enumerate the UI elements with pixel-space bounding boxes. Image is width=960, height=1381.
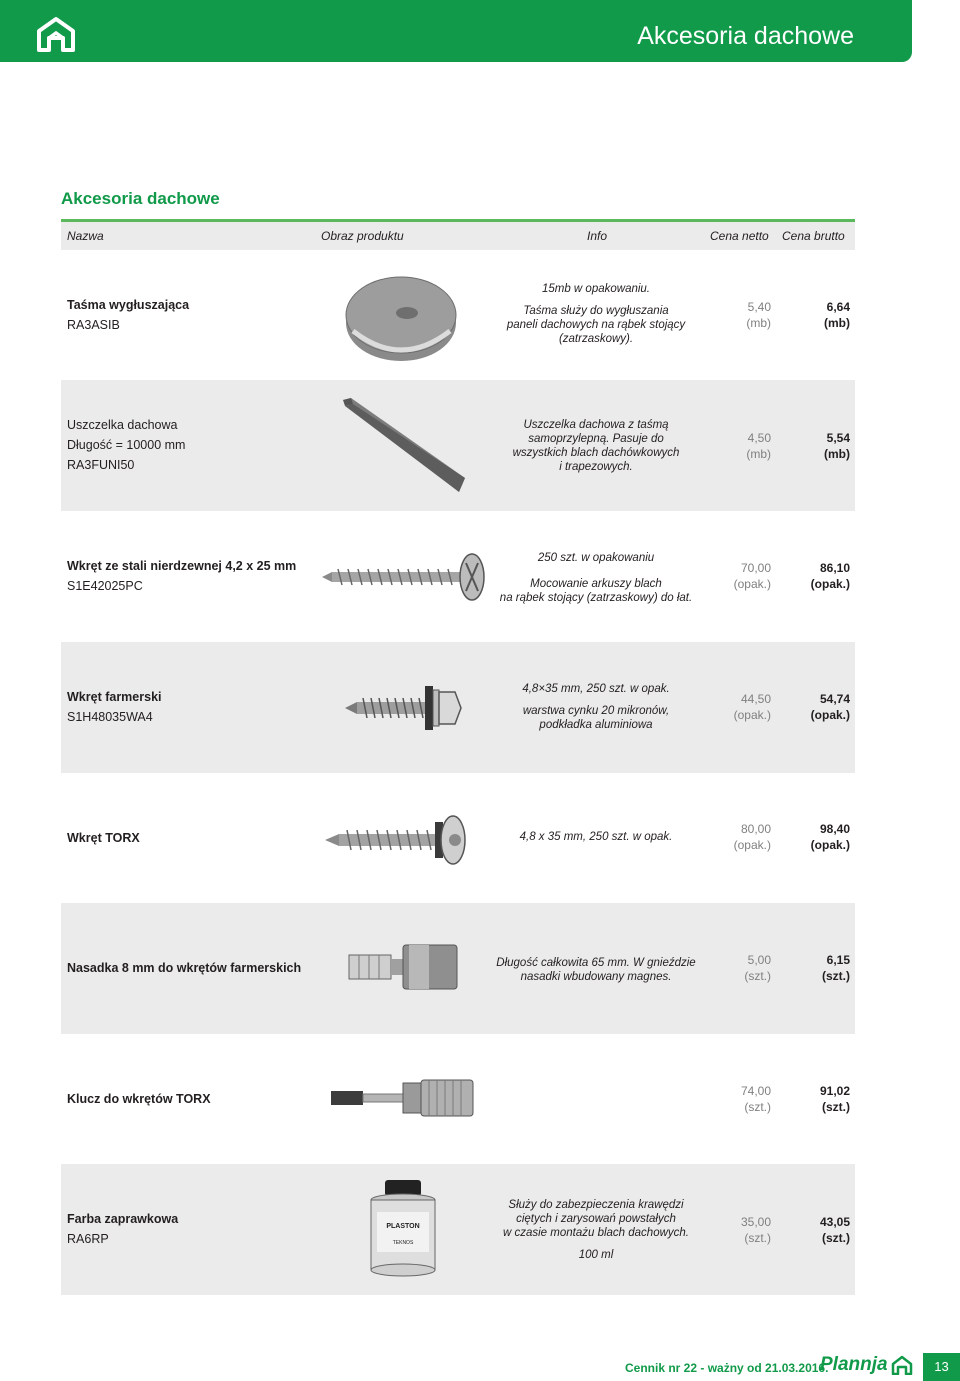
brutto-price: 54,74 (opak.): [810, 692, 850, 722]
product-name: Farba zaprawkowa RA6RP: [67, 1212, 179, 1246]
netto-price: 35,00 (szt.): [740, 1215, 771, 1245]
footer-brand: Plannja: [820, 1354, 888, 1375]
product-name: Taśma wygłuszająca RA3ASIB: [67, 298, 190, 332]
roof-seal-image: [339, 394, 469, 494]
tape-roll-image: [344, 269, 459, 363]
table-row: [61, 380, 855, 511]
brutto-price: 5,54 (mb): [824, 431, 850, 461]
house-logo-icon: [891, 1355, 913, 1375]
brutto-price: 43,05 (szt.): [819, 1215, 850, 1245]
product-name: Uszczelka dachowa Długość = 10000 mm RA3FUNI50: [67, 418, 186, 472]
column-name: Nazwa: [67, 229, 104, 243]
table-header: [61, 222, 855, 250]
column-image: Obraz produktu: [321, 229, 404, 243]
page-number: 13: [923, 1353, 960, 1381]
stainless-screw-image: [318, 549, 493, 605]
product-name: Wkręt ze stali nierdzewnej 4,2 x 25 mm S1E42025PC: [67, 559, 297, 593]
product-name: Wkręt farmerski S1H48035WA4: [67, 690, 162, 724]
product-info: Długość całkowita 65 mm. W gnieździe nasadki wbudowany magnes.: [496, 957, 696, 983]
brutto-price: 6,15 (szt.): [822, 953, 850, 983]
paint-can-image: [369, 1178, 439, 1278]
netto-price: 5,40 (mb): [746, 300, 771, 330]
page-header: [0, 0, 912, 62]
product-info: 15mb w opakowaniu. Taśma służy do wygłuszania paneli dachowych na rąbek stojący (zatrzaskowy).: [506, 283, 686, 345]
table-row: [61, 772, 855, 903]
column-brutto: Cena brutto: [782, 229, 845, 243]
farmer-screw-image: [343, 678, 463, 738]
product-name: Klucz do wkrętów TORX: [67, 1092, 211, 1106]
brutto-price: 86,10 (opak.): [810, 561, 850, 591]
brutto-price: 6,64 (mb): [824, 300, 850, 330]
section-title: Akcesoria dachowe: [61, 189, 220, 208]
product-info: Uszczelka dachowa z taśmą samoprzylepną. Pasuje do wszystkich blach dachówkowych i trapezowych.: [512, 419, 680, 473]
can-brand: TEKNOS: [392, 1240, 414, 1246]
netto-price: 70,00 (opak.): [733, 561, 771, 591]
netto-price: 44,50 (opak.): [733, 692, 771, 722]
table-row: [61, 1033, 855, 1164]
netto-price: 4,50 (mb): [746, 431, 771, 461]
netto-price: 80,00 (opak.): [733, 822, 771, 852]
product-name: Nasadka 8 mm do wkrętów farmerskich: [67, 961, 302, 975]
table-row: [61, 511, 855, 642]
table-row: [61, 250, 855, 381]
torx-screw-image: [319, 800, 484, 880]
brutto-price: 98,40 (opak.): [810, 822, 850, 852]
footer-price-list: Cennik nr 22 - ważny od 21.03.2016.: [625, 1361, 829, 1375]
table-row: [61, 642, 855, 773]
product-info: 250 szt. w opakowaniu Mocowanie arkuszy blach na rąbek stojący (zatrzaskowy) do łat.: [499, 552, 693, 604]
table-row: [61, 1164, 855, 1295]
product-info: 4,8 x 35 mm, 250 szt. w opak.: [519, 831, 673, 843]
column-netto: Cena netto: [710, 229, 769, 243]
product-name: Wkręt TORX: [67, 831, 140, 845]
can-label: PLASTON: [386, 1223, 420, 1230]
header-title: Akcesoria dachowe: [637, 22, 854, 50]
product-info: Służy do zabezpieczenia krawędzi ciętych i zarysowań powstałych w czasie montażu blach dachowych. 100 ml: [502, 1199, 689, 1261]
socket-bit-image: [347, 941, 459, 996]
torx-key-image: [329, 1077, 477, 1121]
netto-price: 5,00 (szt.): [744, 953, 771, 983]
table-row: [61, 903, 855, 1034]
brutto-price: 91,02 (szt.): [819, 1084, 850, 1114]
netto-price: 74,00 (szt.): [740, 1084, 771, 1114]
column-info: Info: [587, 229, 608, 243]
product-info: 4,8×35 mm, 250 szt. w opak. warstwa cynku 20 mikronów, podkładka aluminiowa: [522, 683, 670, 731]
house-logo-icon: [36, 16, 76, 52]
